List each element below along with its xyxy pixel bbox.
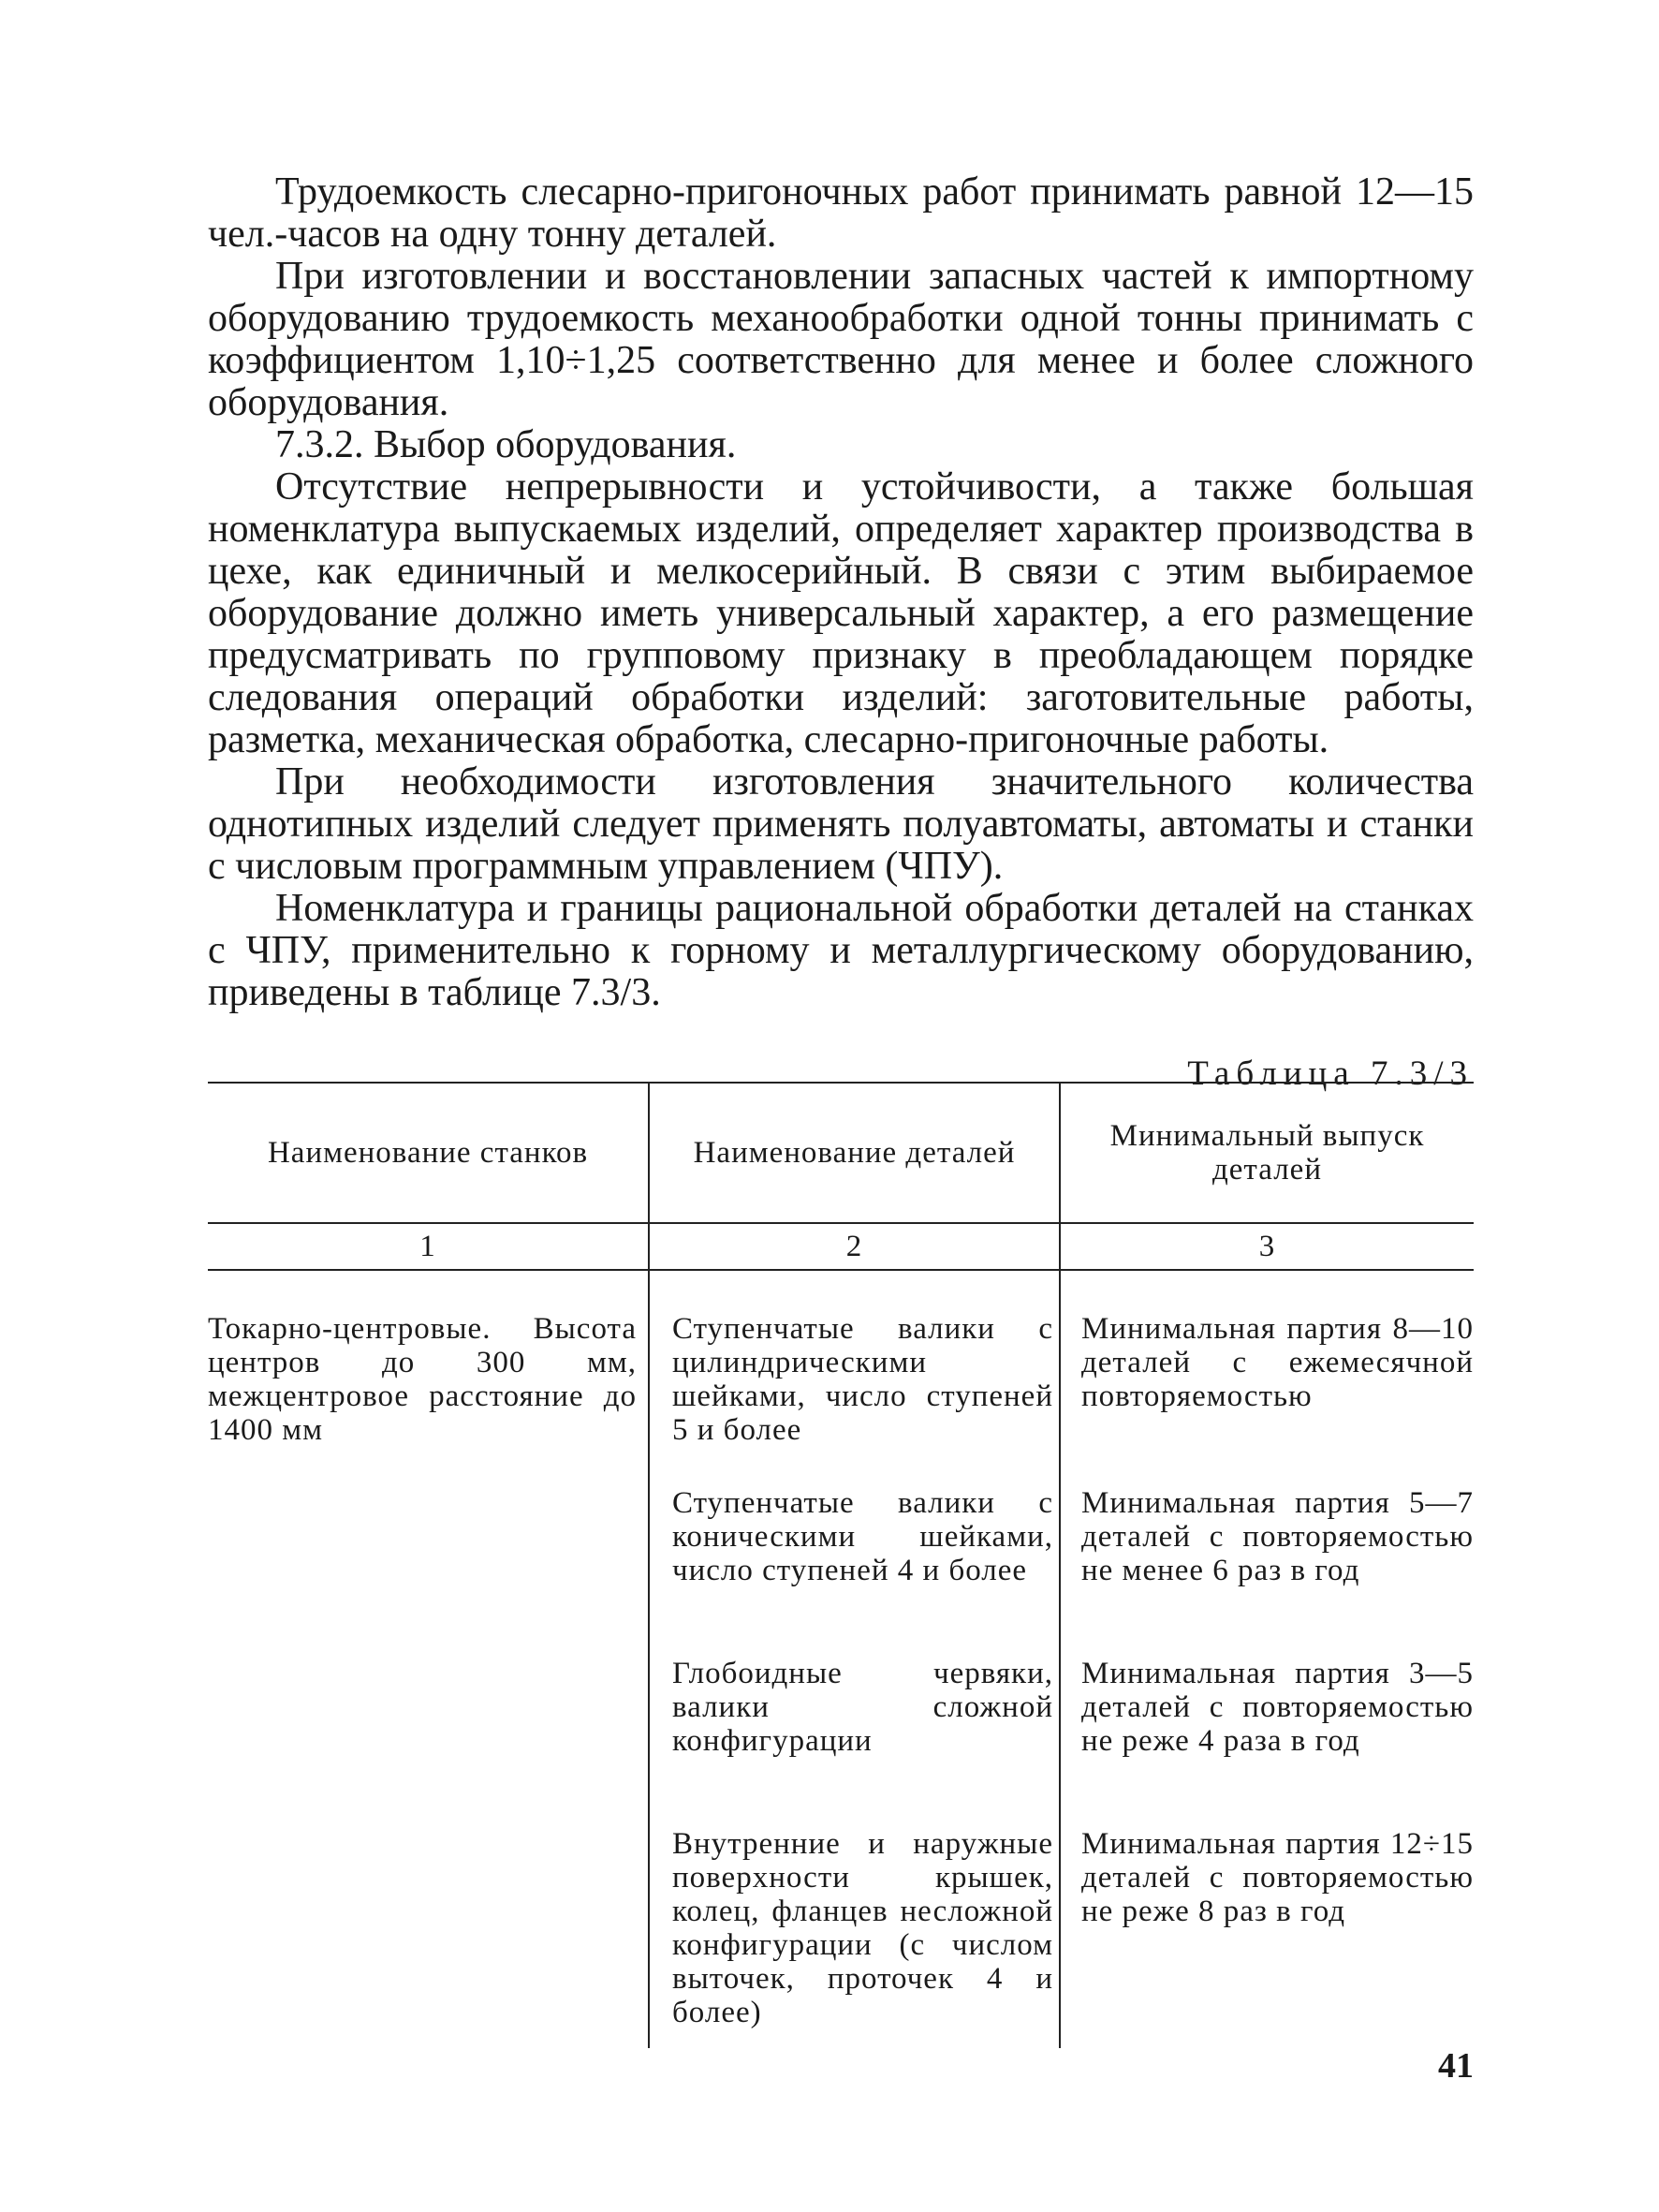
part-text: Ступенчатые валики с коническими шейками, число ступеней 4 и более <box>672 1486 1053 1587</box>
output-text: Минимальная партия 8—10 деталей с ежемесячной повторяемостью <box>1081 1312 1474 1413</box>
body-text <box>208 171 1474 1014</box>
part-cell <box>649 1617 1060 1788</box>
machine-text: Токарно-центровые. Высота центров до 300 мм, межцентровое расстояние до 1400 мм <box>208 1312 637 1447</box>
paragraph: При изготовлении и восстановлении запасных частей к импортному оборудованию трудоемкость механообработки одной тонны принимать с коэффициентом 1,10÷1,25 соответственно для менее и более сложного оборудования. <box>208 255 1474 424</box>
part-cell <box>649 1788 1060 2048</box>
machines-table <box>208 1082 1474 2048</box>
table-row <box>208 1270 1474 1447</box>
header-min-output: Минимальный выпуск деталей <box>1060 1083 1474 1223</box>
header-machine-name: Наименование станков <box>208 1083 649 1223</box>
output-cell <box>1060 1270 1474 1447</box>
output-text: Минимальная партия 5—7 деталей с повторяемостью не менее 6 раз в год <box>1081 1486 1474 1587</box>
paragraph: При необходимости изготовления значительного количества однотипных изделий следует применять полуавтоматы, автоматы и станки с числовым программным управлением (ЧПУ). <box>208 760 1474 888</box>
table-caption: Таблица 7.3/3 <box>1187 1054 1474 1093</box>
header-part-name: Наименование деталей <box>649 1083 1060 1223</box>
part-text: Внутренние и наружные поверхности крышек, колец, фланцев несложной конфигурации (с числом выточек, проточек 4 и более) <box>672 1827 1053 2029</box>
column-number: 3 <box>1060 1223 1474 1270</box>
output-cell <box>1060 1447 1474 1617</box>
part-cell <box>649 1447 1060 1617</box>
column-number: 1 <box>208 1223 649 1270</box>
column-number-row <box>208 1223 1474 1270</box>
part-text: Ступенчатые валики с цилиндрическими шейками, число ступеней 5 и более <box>672 1312 1053 1447</box>
machine-cell <box>208 1270 649 2048</box>
page-number: 41 <box>1438 2046 1474 2086</box>
paragraph: Трудоемкость слесарно-пригоночных работ принимать равной 12—15 чел.-часов на одну тонну деталей. <box>208 170 1474 256</box>
part-text: Глобоидные червяки, валики сложной конфигурации <box>672 1657 1053 1758</box>
output-text: Минимальная партия 3—5 деталей с повторяемостью не реже 4 раза в год <box>1081 1657 1474 1758</box>
paragraph: Отсутствие непрерывности и устойчивости, а также большая номенклатура выпускаемых изделий, определяет характер производства в цехе, как единичный и мелкосерийный. В связи с этим выбираемое оборудование должно иметь универсальный характер, а его размещение предусматривать по групповому признаку в преобладающем порядке следования операций обработки изделий: заготовительные работы, разметка, механическая обработка, слесарно-пригоночные работы. <box>208 465 1474 761</box>
output-text: Минимальная партия 12÷15 деталей с повторяемостью не реже 8 раз в год <box>1081 1827 1474 1928</box>
section-heading: 7.3.2. Выбор оборудования. <box>275 423 737 466</box>
column-number: 2 <box>649 1223 1060 1270</box>
output-cell <box>1060 1788 1474 2048</box>
table-header-row <box>208 1083 1474 1223</box>
part-cell <box>649 1270 1060 1447</box>
paragraph: Номенклатура и границы рациональной обработки деталей на станках с ЧПУ, применительно к горному и металлургическому оборудованию, приведены в таблице 7.3/3. <box>208 887 1474 1014</box>
output-cell <box>1060 1617 1474 1788</box>
